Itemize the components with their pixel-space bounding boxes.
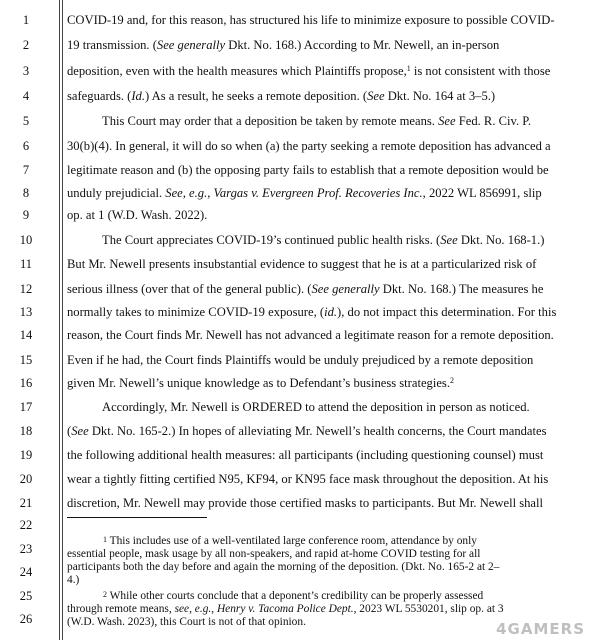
line-number: 3: [22, 64, 30, 78]
line-number: 4: [22, 89, 30, 103]
line-number: 23: [19, 542, 33, 556]
body-line: COVID-19 and, for this reason, has structured his life to minimize exposure to possible COVID-: [67, 13, 555, 27]
line-number: 10: [19, 233, 33, 247]
footnote-mark: 1: [103, 535, 107, 544]
line-number: 15: [19, 353, 33, 367]
footnote-ref: 1: [406, 64, 411, 73]
body-line: This Court may order that a deposition be taken by remote means. See Fed. R. Civ. P.: [102, 114, 532, 128]
footnote-separator: [67, 517, 207, 518]
body-line: (See Dkt. No. 165-2.) In hopes of alleviating Mr. Newell’s health concerns, the Court mandates: [67, 424, 547, 438]
body-line: serious illness (over that of the general public). (See generally Dkt. No. 168.) The measures he: [67, 282, 544, 296]
footnote-mark: 2: [103, 590, 107, 599]
body-line: The Court appreciates COVID-19’s continued public health risks. (See Dkt. No. 168-1.): [102, 233, 545, 247]
body-line: legitimate reason and (b) the opposing party fails to establish that a remote deposition would be: [67, 163, 549, 177]
footnote-line: essential people, mask usage by all non-speakers, and rapid at-home COVID testing for all: [67, 548, 481, 560]
line-number: 17: [19, 400, 33, 414]
body-line: 30(b)(4). In general, it will do so when (a) the party seeking a remote deposition has advanced a: [67, 139, 551, 153]
line-number: 9: [22, 208, 30, 222]
body-line: given Mr. Newell’s unique knowledge as to Defendant’s business strategies.$^2$: [67, 376, 454, 390]
footnote-line: 4.): [67, 574, 80, 586]
line-number: 16: [19, 376, 33, 390]
line-number: 21: [19, 496, 33, 510]
line-number: 18: [19, 424, 33, 438]
body-line: 19 transmission. (See generally Dkt. No. 168.) According to Mr. Newell, an in-person: [67, 38, 500, 52]
line-number: 13: [19, 305, 33, 319]
body-line: But Mr. Newell presents insubstantial evidence to suggest that he is at a particularized risk of: [67, 257, 537, 271]
body-line: discretion, Mr. Newell may provide those certified masks to participants. But Mr. Newell shall: [67, 496, 544, 510]
footnote-line: (W.D. Wash. 2023), this Court is not of that opinion.: [67, 616, 306, 628]
line-number: 5: [22, 114, 30, 128]
margin-rule-right: [62, 0, 63, 640]
margin-rule-left: [59, 0, 60, 640]
line-number: 25: [19, 589, 33, 603]
body-line: the following additional health measures: all participants (including questioning counsel) must: [67, 448, 544, 462]
body-line: op. at 1 (W.D. Wash. 2022).: [67, 208, 208, 222]
body-line: normally takes to minimize COVID-19 exposure, (id.), do not impact this determination. For this: [67, 305, 557, 319]
line-number: 1: [22, 13, 30, 27]
line-number: 24: [19, 565, 33, 579]
body-line: Even if he had, the Court finds Plaintiffs would be unduly prejudiced by a remote deposition: [67, 353, 534, 367]
line-number: 11: [19, 257, 33, 271]
footnote-ref: 2: [449, 376, 454, 385]
line-number: 14: [19, 328, 33, 342]
line-number: 20: [19, 472, 33, 486]
line-number: 12: [19, 282, 33, 296]
body-line: wear a tightly fitting certified N95, KF94, or KN95 face mask throughout the deposition. At his: [67, 472, 549, 486]
body-line: reason, the Court finds Mr. Newell has not advanced a legitimate reason for a remote deposition.: [67, 328, 554, 342]
body-line: Accordingly, Mr. Newell is ORDERED to attend the deposition in person as noticed.: [102, 400, 530, 414]
line-number: 2: [22, 38, 30, 52]
footnote-line: through remote means, see, e.g., Henry v. Tacoma Police Dept., 2023 WL 5530201, slip op. at 3: [67, 603, 504, 615]
line-number: 22: [19, 518, 33, 532]
body-line: safeguards. (Id.) As a result, he seeks a remote deposition. (See Dkt. No. 164 at 3–5.): [67, 89, 496, 103]
footnote-line: $^2$ While other courts conclude that a deponent’s credibility can be properly assessed: [103, 590, 484, 602]
footnote-line: participants both the day before and again the morning of the deposition. (Dkt. No. 165-2 at 2–: [67, 561, 500, 573]
watermark: 4GAMERS: [496, 620, 585, 638]
body-line: unduly prejudicial. See, e.g., Vargas v. Evergreen Prof. Recoveries Inc., 2022 WL 856991, slip: [67, 186, 542, 200]
line-number: 8: [22, 186, 30, 200]
body-line: deposition, even with the health measures which Plaintiffs propose,$^1$ is not consistent with those: [67, 64, 551, 78]
line-number: 19: [19, 448, 33, 462]
line-number: 7: [22, 163, 30, 177]
line-number: 6: [22, 139, 30, 153]
footnote-line: $^1$ This includes use of a well-ventilated large conference room, attendance by only: [103, 535, 477, 547]
line-number: 26: [19, 612, 33, 626]
